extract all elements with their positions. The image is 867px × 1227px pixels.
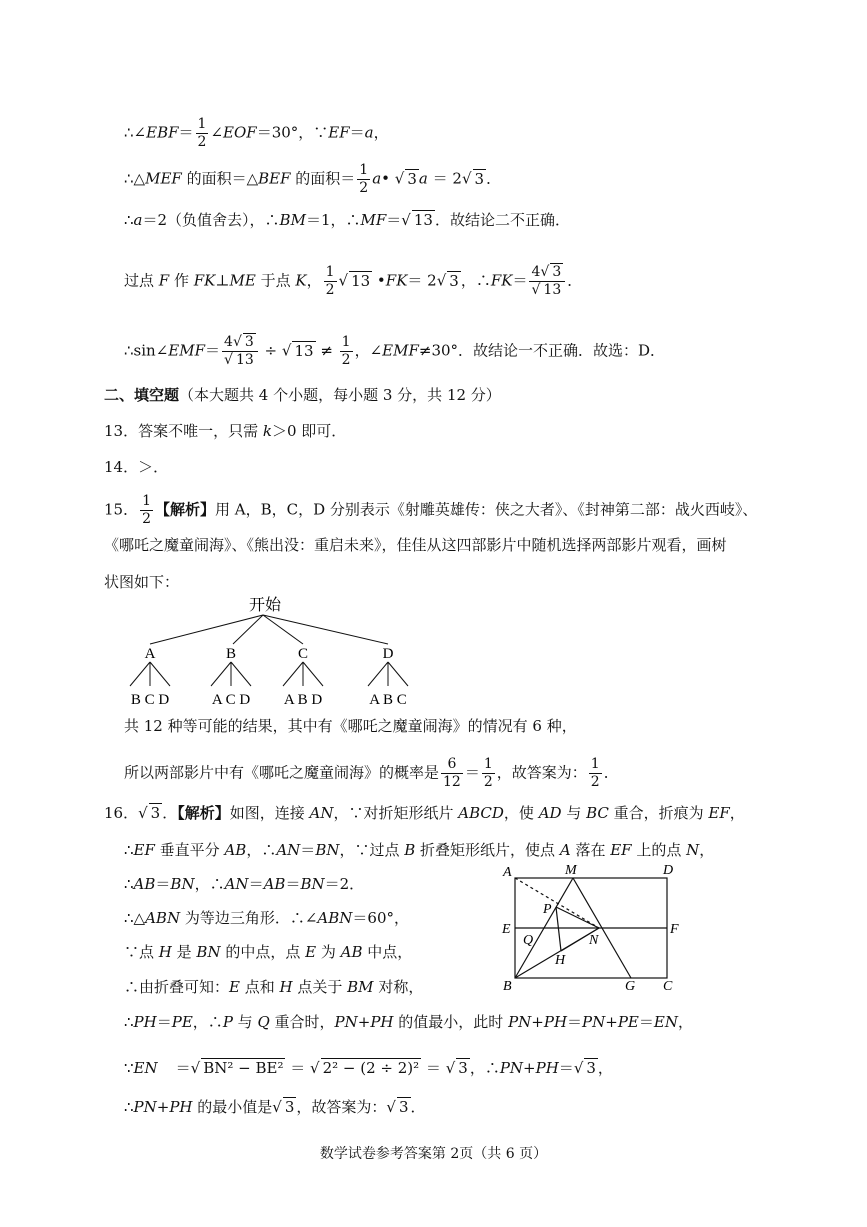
solution-line-2: ∴△MEF 的面积＝△BEF 的面积＝ $\frac{1}{2}$ a• √ 3 a ＝ 2√ 3 ． (124, 162, 502, 196)
fraction-half: $\frac{1}{2}$ (325, 264, 335, 298)
question-15-result-1: 共 12 种等可能的结果，其中有《哪吒之魔童闹海》的情况有 6 种， (124, 717, 577, 735)
label-G: G (625, 979, 636, 992)
tree-node-l1: C (297, 646, 309, 662)
label-F: F (670, 922, 679, 937)
question-16-line-2: ∴EF 垂直平分 AB，∴AN＝BN，∵过点 B 折叠矩形纸片，使点 A 落在 EF 上的点 N， (124, 841, 715, 859)
tree-leaves: A B D (283, 692, 323, 708)
question-15-result-2: 所以两部影片中有《哪吒之魔童闹海》的概率是 $\frac{6}{12}$ ＝ $\frac{1}{2}$ ，故答案为： $\frac{1}{2}$ ． (124, 756, 619, 790)
solution-line-4: 过点 F 作 FK⊥ME 于点 K， $\frac{1}{2}$ √ 13 •FK＝ 2√ 3 ，∴FK＝ $\frac{4√ 3}{√ 13}$ ． (124, 264, 583, 298)
label-A: A (503, 865, 512, 880)
solution-line-5: ∴sin∠EMF＝ $\frac{4√ 3}{√ 13}$ ÷ √ 13 ≠ $\frac{1}{2}$ ，∠EMF≠30°．故结论一不正确．故选：D． (124, 334, 666, 368)
geometry-figure (497, 862, 687, 992)
tree-leaves: A C D (211, 692, 251, 708)
label-E: E (502, 922, 511, 937)
tree-root: 开始 (248, 597, 282, 614)
question-16-line-8: ∵EN ＝√ BN² − BE² ＝ √ 2² − (2 ÷ 2)² ＝ √ 3 ，∴PN+PH＝√ 3 ， (124, 1059, 613, 1077)
question-13: 13．答案不唯一，只需 k＞0 即可． (104, 422, 347, 440)
label-D: D (663, 863, 674, 878)
tree-node-l1: D (382, 646, 394, 662)
fraction-sin: $\frac{4√ 3}{√ 13}$ (222, 334, 258, 369)
fraction-half: $\frac{1}{2}$ (341, 334, 351, 368)
tree-node-l1: A (144, 646, 156, 662)
label-Q: Q (523, 933, 534, 948)
label-C: C (663, 979, 673, 992)
question-14: 14．＞． (104, 458, 169, 476)
question-16-line-1: 16．√ 3 ．【解析】如图，连接 AN，∵对折矩形纸片 ABCD，使 AD 与 BC 重合，折痕为 EF， (104, 804, 745, 822)
label-N: N (589, 933, 599, 948)
fraction-answer: $\frac{1}{2}$ (142, 493, 152, 527)
label-P: P (543, 902, 552, 917)
fraction-fk: $\frac{4√ 3}{√ 13}$ (529, 264, 565, 299)
fraction-half: $\frac{1}{2}$ (197, 116, 207, 150)
question-16-line-9: ∴PN+PH 的最小值是√ 3 ，故答案为：√ 3 ． (124, 1098, 426, 1116)
page-footer: 数学试卷参考答案第 2页（共 6 页） (319, 1146, 548, 1162)
question-16-line-4: ∴△ABN 为等边三角形．∴∠ABN＝60°， (124, 909, 409, 927)
tree-diagram (115, 592, 445, 710)
question-15-line-1: 15． $\frac{1}{2}$ 【解析】用 A，B，C，D 分别表示《射雕英雄传：侠之大者》、《封神第二部：战火西岐》、 (104, 493, 758, 527)
label-H: H (555, 953, 566, 968)
label-B: B (503, 979, 512, 992)
tree-leaves: B C D (130, 692, 170, 708)
section-heading: 二、填空题（本大题共 4 个小题，每小题 3 分，共 12 分） (104, 386, 501, 404)
question-15-line-2: 《哪吒之魔童闹海》、《熊出没：重启未来》，佳佳从这四部影片中随机选择两部影片观看，画树 (104, 536, 727, 554)
question-16-line-5: ∵点 H 是 BN 的中点，点 E 为 AB 中点， (124, 943, 413, 961)
question-16-line-7: ∴PH＝PE，∴P 与 Q 重合时，PN+PH 的值最小，此时 PN+PH＝PN+PE＝EN， (124, 1013, 693, 1031)
tree-leaves: A B C (369, 692, 407, 708)
question-16-line-6: ∴由折叠可知：E 点和 H 点关于 BM 对称， (124, 978, 424, 996)
solution-line-1: ∴∠EBF＝ $\frac{1}{2}$ ∠EOF＝30°，∵EF＝a， (124, 116, 389, 150)
tree-node-l1: B (225, 646, 237, 662)
question-16-line-3: ∴AB＝BN，∴AN＝AB＝BN＝2． (124, 875, 365, 893)
solution-line-3: ∴a＝2（负值舍去），∴BM＝1，∴MF＝√ 13 ．故结论二不正确． (124, 211, 570, 229)
question-15-line-3: 状图如下： (104, 573, 180, 591)
fraction-half: $\frac{1}{2}$ (359, 162, 369, 196)
label-M: M (565, 863, 577, 878)
